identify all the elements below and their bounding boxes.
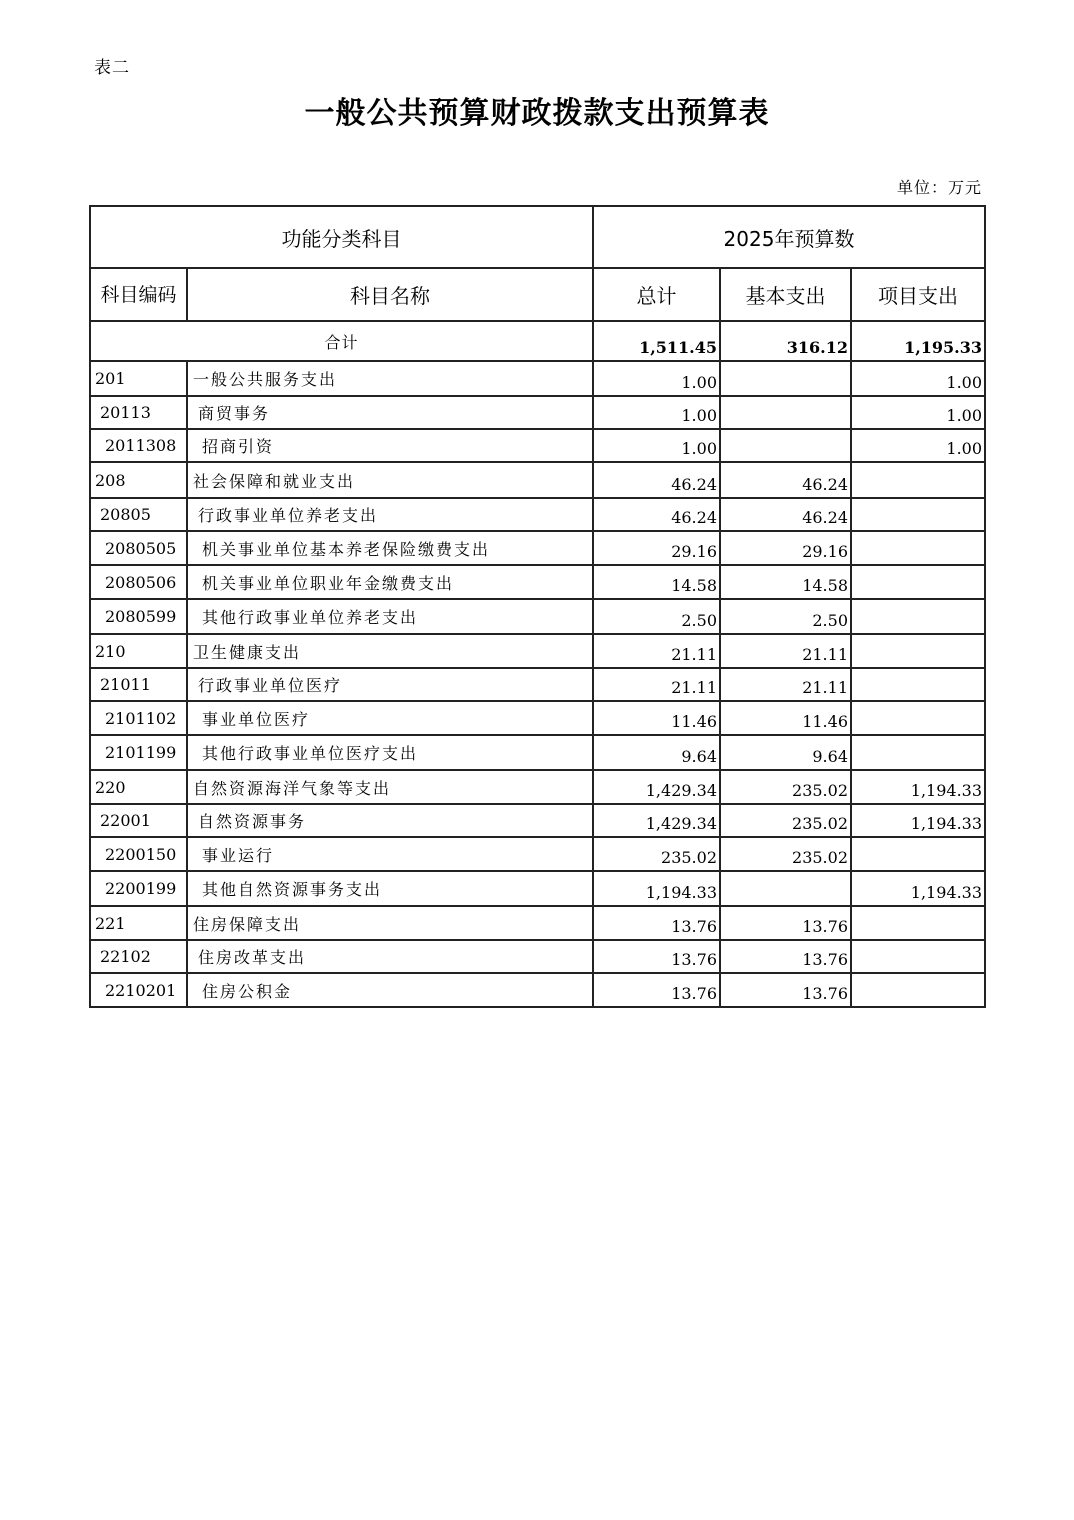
row-project [851,599,985,634]
row-code: 2200150 [90,837,187,871]
row-total: 1.00 [593,429,720,462]
row-project [851,565,985,599]
table-row [90,804,985,837]
table-row [90,462,985,498]
row-code: 2210201 [90,973,187,1007]
row-total: 13.76 [593,906,720,940]
total-total: 1,511.45 [593,321,720,361]
header-name: 科目名称 [187,268,593,321]
row-total: 29.16 [593,531,720,565]
row-code: 2101102 [90,701,187,735]
row-total: 1,429.34 [593,804,720,837]
document-title: 一般公共预算财政拨款支出预算表 [304,96,770,131]
row-code: 2080506 [90,565,187,599]
header-project: 项目支出 [851,268,985,321]
table-number: 表二 [94,58,130,78]
row-name: 行政事业单位养老支出 [187,498,593,531]
row-project: 1.00 [851,361,985,396]
row-name: 住房改革支出 [187,940,593,973]
row-basic: 235.02 [720,770,851,804]
row-total: 21.11 [593,668,720,701]
row-code: 2011308 [90,429,187,462]
row-total: 1.00 [593,361,720,396]
row-name: 招商引资 [187,429,593,462]
table-row [90,565,985,599]
table-row [90,973,985,1007]
row-basic: 13.76 [720,906,851,940]
header-row-1 [90,206,985,268]
row-basic [720,396,851,429]
row-name: 一般公共服务支出 [187,361,593,396]
row-basic: 235.02 [720,804,851,837]
row-code: 221 [90,906,187,940]
row-project [851,735,985,770]
table-row [90,498,985,531]
header-total: 总计 [593,268,720,321]
table-row [90,396,985,429]
row-project [851,634,985,668]
header-code: 科目编码 [90,268,187,321]
header-functional-class: 功能分类科目 [90,206,593,268]
row-project [851,668,985,701]
table-row [90,599,985,634]
row-total: 1.00 [593,396,720,429]
row-code: 20113 [90,396,187,429]
row-code: 22102 [90,940,187,973]
row-basic: 21.11 [720,634,851,668]
row-basic: 13.76 [720,940,851,973]
row-basic [720,429,851,462]
row-project [851,701,985,735]
table-row [90,701,985,735]
header-row-2 [90,268,985,321]
row-project: 1.00 [851,429,985,462]
row-basic: 9.64 [720,735,851,770]
row-basic: 235.02 [720,837,851,871]
row-basic: 46.24 [720,462,851,498]
row-total: 13.76 [593,973,720,1007]
row-name: 住房保障支出 [187,906,593,940]
row-project [851,531,985,565]
table-row [90,735,985,770]
table-row [90,668,985,701]
row-name: 自然资源海洋气象等支出 [187,770,593,804]
row-code: 2200199 [90,871,187,906]
row-basic: 11.46 [720,701,851,735]
table-row [90,770,985,804]
table-row [90,531,985,565]
row-total: 21.11 [593,634,720,668]
row-name: 行政事业单位医疗 [187,668,593,701]
row-total: 11.46 [593,701,720,735]
row-code: 208 [90,462,187,498]
total-basic: 316.12 [720,321,851,361]
row-code: 2080599 [90,599,187,634]
row-code: 21011 [90,668,187,701]
row-code: 210 [90,634,187,668]
row-project [851,906,985,940]
table-row [90,429,985,462]
table-row [90,906,985,940]
total-row [90,321,985,361]
row-name: 卫生健康支出 [187,634,593,668]
row-total: 13.76 [593,940,720,973]
table-row [90,837,985,871]
row-code: 220 [90,770,187,804]
row-name: 其他自然资源事务支出 [187,871,593,906]
total-label: 合计 [90,321,593,361]
table-row [90,871,985,906]
row-total: 46.24 [593,462,720,498]
row-name: 事业运行 [187,837,593,871]
row-project [851,940,985,973]
row-total: 1,194.33 [593,871,720,906]
table-row [90,940,985,973]
total-project: 1,195.33 [851,321,985,361]
row-name: 自然资源事务 [187,804,593,837]
header-budget-year: 2025年预算数 [593,206,985,268]
row-project [851,498,985,531]
row-code: 20805 [90,498,187,531]
row-basic [720,871,851,906]
table-row [90,361,985,396]
row-basic: 14.58 [720,565,851,599]
row-code: 2101199 [90,735,187,770]
budget-table [89,205,986,1008]
row-total: 14.58 [593,565,720,599]
row-total: 235.02 [593,837,720,871]
row-basic: 46.24 [720,498,851,531]
row-basic: 21.11 [720,668,851,701]
row-code: 22001 [90,804,187,837]
row-name: 机关事业单位职业年金缴费支出 [187,565,593,599]
row-project: 1,194.33 [851,770,985,804]
row-basic: 2.50 [720,599,851,634]
row-name: 事业单位医疗 [187,701,593,735]
row-basic: 29.16 [720,531,851,565]
unit-label: 单位：万元 [896,178,982,197]
row-total: 9.64 [593,735,720,770]
row-total: 46.24 [593,498,720,531]
row-project [851,462,985,498]
table-row [90,634,985,668]
row-project: 1,194.33 [851,871,985,906]
row-basic: 13.76 [720,973,851,1007]
row-code: 201 [90,361,187,396]
row-project: 1,194.33 [851,804,985,837]
header-basic: 基本支出 [720,268,851,321]
row-name: 社会保障和就业支出 [187,462,593,498]
row-total: 2.50 [593,599,720,634]
row-project [851,837,985,871]
row-basic [720,361,851,396]
row-name: 其他行政事业单位医疗支出 [187,735,593,770]
table-body [90,321,985,1007]
row-project: 1.00 [851,396,985,429]
row-total: 1,429.34 [593,770,720,804]
row-name: 其他行政事业单位养老支出 [187,599,593,634]
row-name: 住房公积金 [187,973,593,1007]
row-name: 商贸事务 [187,396,593,429]
row-code: 2080505 [90,531,187,565]
row-project [851,973,985,1007]
row-name: 机关事业单位基本养老保险缴费支出 [187,531,593,565]
